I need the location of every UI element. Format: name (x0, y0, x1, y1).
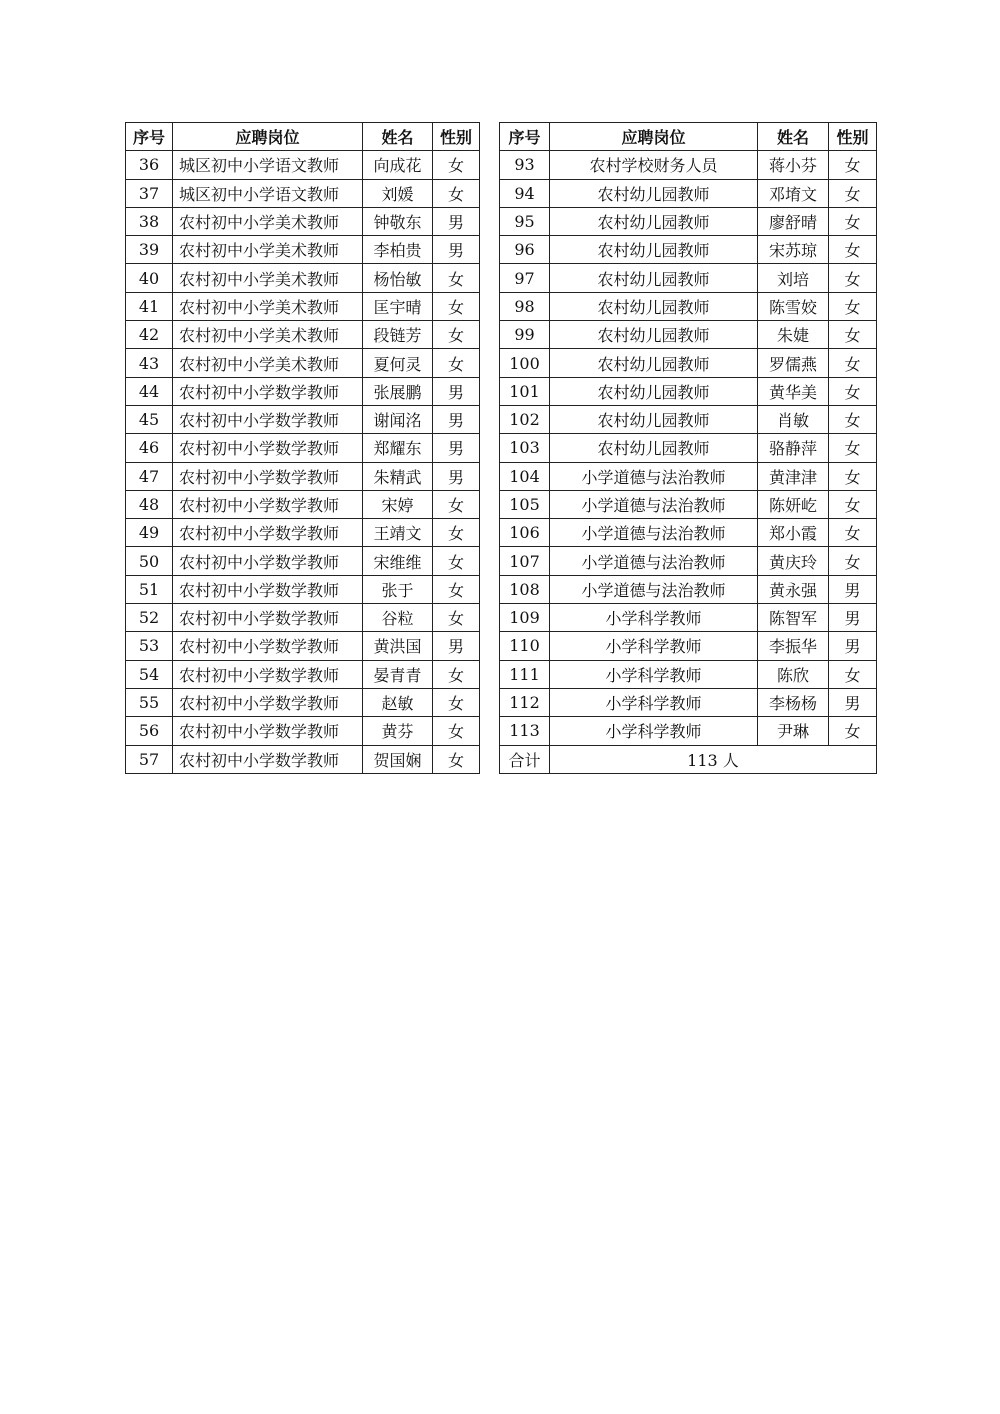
gender-cell: 男 (433, 462, 480, 490)
table-row (126, 151, 877, 179)
seq-cell: 46 (126, 434, 173, 462)
name-cell: 贺国娴 (363, 745, 433, 773)
gender-cell: 女 (829, 349, 877, 377)
gender-cell: 女 (829, 490, 877, 518)
post-cell: 城区初中小学语文教师 (173, 151, 363, 179)
post-cell: 农村初中小学美术教师 (173, 321, 363, 349)
post-cell: 农村幼儿园教师 (550, 264, 758, 292)
column-gap (480, 151, 500, 179)
gender-cell: 女 (433, 151, 480, 179)
table-row (126, 405, 877, 433)
header-post-left: 应聘岗位 (173, 123, 363, 151)
post-cell: 农村幼儿园教师 (550, 292, 758, 320)
header-row (126, 123, 877, 151)
post-cell: 农村初中小学数学教师 (173, 434, 363, 462)
post-cell: 农村初中小学数学教师 (173, 745, 363, 773)
table-row (126, 717, 877, 745)
header-gender-left: 性别 (433, 123, 480, 151)
name-cell: 赵敏 (363, 688, 433, 716)
name-cell: 段链芳 (363, 321, 433, 349)
name-cell: 陈雪姣 (758, 292, 829, 320)
seq-cell: 51 (126, 575, 173, 603)
name-cell: 罗儒燕 (758, 349, 829, 377)
post-cell: 农村初中小学数学教师 (173, 519, 363, 547)
seq-cell: 108 (500, 575, 550, 603)
gender-cell: 女 (829, 405, 877, 433)
seq-cell: 101 (500, 377, 550, 405)
post-cell: 农村初中小学数学教师 (173, 405, 363, 433)
post-cell: 小学科学教师 (550, 604, 758, 632)
column-gap (480, 604, 500, 632)
gender-cell: 男 (433, 236, 480, 264)
post-cell: 农村初中小学美术教师 (173, 207, 363, 235)
post-cell: 农村初中小学数学教师 (173, 490, 363, 518)
gender-cell: 女 (433, 717, 480, 745)
seq-cell: 47 (126, 462, 173, 490)
name-cell: 黄洪国 (363, 632, 433, 660)
table-row (126, 519, 877, 547)
post-cell: 城区初中小学语文教师 (173, 179, 363, 207)
gender-cell: 女 (433, 745, 480, 773)
column-gap (480, 179, 500, 207)
column-gap (480, 745, 500, 773)
seq-cell: 113 (500, 717, 550, 745)
seq-cell: 45 (126, 405, 173, 433)
gender-cell: 女 (829, 434, 877, 462)
gender-cell: 女 (829, 519, 877, 547)
seq-cell: 37 (126, 179, 173, 207)
name-cell: 夏何灵 (363, 349, 433, 377)
name-cell: 张展鹏 (363, 377, 433, 405)
post-cell: 农村初中小学数学教师 (173, 717, 363, 745)
gender-cell: 男 (829, 604, 877, 632)
column-gap (480, 717, 500, 745)
gender-cell: 女 (829, 207, 877, 235)
post-cell: 农村幼儿园教师 (550, 207, 758, 235)
seq-cell: 110 (500, 632, 550, 660)
name-cell: 郑小霞 (758, 519, 829, 547)
column-gap (480, 462, 500, 490)
name-cell: 谢闻洺 (363, 405, 433, 433)
post-cell: 农村幼儿园教师 (550, 377, 758, 405)
post-cell: 农村初中小学数学教师 (173, 632, 363, 660)
gender-cell: 女 (433, 349, 480, 377)
name-cell: 廖舒晴 (758, 207, 829, 235)
gender-cell: 女 (433, 575, 480, 603)
seq-cell: 99 (500, 321, 550, 349)
table-row (126, 349, 877, 377)
header-post-right: 应聘岗位 (550, 123, 758, 151)
post-cell: 农村幼儿园教师 (550, 236, 758, 264)
gender-cell: 男 (829, 575, 877, 603)
seq-cell: 111 (500, 660, 550, 688)
post-cell: 农村幼儿园教师 (550, 405, 758, 433)
gender-cell: 女 (829, 151, 877, 179)
gender-cell: 女 (829, 547, 877, 575)
table-row (126, 688, 877, 716)
column-gap (480, 519, 500, 547)
post-cell: 农村初中小学数学教师 (173, 660, 363, 688)
seq-cell: 52 (126, 604, 173, 632)
seq-cell: 97 (500, 264, 550, 292)
header-seq-right: 序号 (500, 123, 550, 151)
seq-cell: 55 (126, 688, 173, 716)
name-cell: 宋维维 (363, 547, 433, 575)
post-cell: 小学科学教师 (550, 717, 758, 745)
header-gender-right: 性别 (829, 123, 877, 151)
name-cell: 黄芬 (363, 717, 433, 745)
seq-cell: 48 (126, 490, 173, 518)
column-gap (480, 236, 500, 264)
table-row (126, 660, 877, 688)
seq-cell: 36 (126, 151, 173, 179)
seq-cell: 103 (500, 434, 550, 462)
name-cell: 杨怡敏 (363, 264, 433, 292)
gender-cell: 男 (433, 405, 480, 433)
column-gap (480, 321, 500, 349)
header-name-right: 姓名 (758, 123, 829, 151)
gender-cell: 男 (433, 377, 480, 405)
column-gap (480, 660, 500, 688)
post-cell: 农村幼儿园教师 (550, 349, 758, 377)
post-cell: 小学道德与法治教师 (550, 547, 758, 575)
seq-cell: 96 (500, 236, 550, 264)
table-row (126, 321, 877, 349)
seq-cell: 49 (126, 519, 173, 547)
table-row (126, 207, 877, 235)
seq-cell: 109 (500, 604, 550, 632)
post-cell: 农村初中小学美术教师 (173, 264, 363, 292)
post-cell: 农村初中小学数学教师 (173, 377, 363, 405)
table-row (126, 434, 877, 462)
gender-cell: 女 (433, 292, 480, 320)
table-row (126, 236, 877, 264)
name-cell: 晏青青 (363, 660, 433, 688)
gender-cell: 女 (829, 292, 877, 320)
gender-cell: 女 (829, 377, 877, 405)
table-row (126, 547, 877, 575)
gender-cell: 男 (433, 632, 480, 660)
name-cell: 宋婷 (363, 490, 433, 518)
table-row (126, 632, 877, 660)
post-cell: 农村幼儿园教师 (550, 321, 758, 349)
column-gap (480, 264, 500, 292)
name-cell: 尹琳 (758, 717, 829, 745)
seq-cell: 40 (126, 264, 173, 292)
seq-cell: 104 (500, 462, 550, 490)
post-cell: 小学科学教师 (550, 660, 758, 688)
name-cell: 刘培 (758, 264, 829, 292)
column-gap (480, 377, 500, 405)
post-cell: 农村初中小学数学教师 (173, 547, 363, 575)
seq-cell: 39 (126, 236, 173, 264)
seq-cell: 54 (126, 660, 173, 688)
column-gap (480, 123, 500, 151)
name-cell: 黄华美 (758, 377, 829, 405)
name-cell: 王靖文 (363, 519, 433, 547)
name-cell: 肖敏 (758, 405, 829, 433)
gender-cell: 女 (829, 321, 877, 349)
name-cell: 黄永强 (758, 575, 829, 603)
name-cell: 李杨杨 (758, 688, 829, 716)
gender-cell: 女 (433, 688, 480, 716)
name-cell: 蒋小芬 (758, 151, 829, 179)
name-cell: 宋苏琼 (758, 236, 829, 264)
seq-cell: 95 (500, 207, 550, 235)
column-gap (480, 688, 500, 716)
post-cell: 小学道德与法治教师 (550, 519, 758, 547)
gender-cell: 女 (829, 264, 877, 292)
seq-cell: 56 (126, 717, 173, 745)
name-cell: 黄庆玲 (758, 547, 829, 575)
post-cell: 小学科学教师 (550, 632, 758, 660)
name-cell: 刘媛 (363, 179, 433, 207)
column-gap (480, 490, 500, 518)
seq-cell: 53 (126, 632, 173, 660)
seq-cell: 41 (126, 292, 173, 320)
post-cell: 农村学校财务人员 (550, 151, 758, 179)
gender-cell: 女 (433, 604, 480, 632)
gender-cell: 女 (829, 236, 877, 264)
name-cell: 向成花 (363, 151, 433, 179)
gender-cell: 女 (433, 321, 480, 349)
header-name-left: 姓名 (363, 123, 433, 151)
table-row (126, 575, 877, 603)
gender-cell: 男 (829, 632, 877, 660)
post-cell: 农村幼儿园教师 (550, 434, 758, 462)
name-cell: 陈智军 (758, 604, 829, 632)
name-cell: 朱婕 (758, 321, 829, 349)
gender-cell: 男 (433, 434, 480, 462)
seq-cell: 112 (500, 688, 550, 716)
gender-cell: 女 (433, 264, 480, 292)
gender-cell: 女 (433, 519, 480, 547)
post-cell: 农村幼儿园教师 (550, 179, 758, 207)
post-cell: 小学科学教师 (550, 688, 758, 716)
total-label: 合计 (500, 745, 550, 773)
name-cell: 张于 (363, 575, 433, 603)
name-cell: 陈妍屹 (758, 490, 829, 518)
table-row (126, 179, 877, 207)
table-row (126, 745, 877, 773)
name-cell: 骆静萍 (758, 434, 829, 462)
seq-cell: 57 (126, 745, 173, 773)
seq-cell: 100 (500, 349, 550, 377)
gender-cell: 女 (829, 462, 877, 490)
seq-cell: 107 (500, 547, 550, 575)
column-gap (480, 632, 500, 660)
post-cell: 小学道德与法治教师 (550, 490, 758, 518)
post-cell: 农村初中小学美术教师 (173, 292, 363, 320)
seq-cell: 38 (126, 207, 173, 235)
name-cell: 黄津津 (758, 462, 829, 490)
post-cell: 农村初中小学数学教师 (173, 575, 363, 603)
post-cell: 小学道德与法治教师 (550, 575, 758, 603)
gender-cell: 女 (433, 547, 480, 575)
name-cell: 朱精武 (363, 462, 433, 490)
seq-cell: 102 (500, 405, 550, 433)
gender-cell: 女 (433, 490, 480, 518)
post-cell: 农村初中小学美术教师 (173, 236, 363, 264)
gender-cell: 女 (829, 660, 877, 688)
seq-cell: 98 (500, 292, 550, 320)
gender-cell: 女 (829, 179, 877, 207)
name-cell: 李振华 (758, 632, 829, 660)
name-cell: 钟敬东 (363, 207, 433, 235)
gender-cell: 男 (829, 688, 877, 716)
column-gap (480, 547, 500, 575)
gender-cell: 女 (433, 179, 480, 207)
post-cell: 农村初中小学美术教师 (173, 349, 363, 377)
recruitment-list-table (125, 122, 877, 774)
seq-cell: 42 (126, 321, 173, 349)
seq-cell: 43 (126, 349, 173, 377)
name-cell: 陈欣 (758, 660, 829, 688)
column-gap (480, 207, 500, 235)
gender-cell: 男 (433, 207, 480, 235)
table-row (126, 462, 877, 490)
seq-cell: 105 (500, 490, 550, 518)
seq-cell: 44 (126, 377, 173, 405)
gender-cell: 女 (433, 660, 480, 688)
total-value: 113 人 (550, 745, 877, 773)
name-cell: 郑耀东 (363, 434, 433, 462)
column-gap (480, 575, 500, 603)
post-cell: 农村初中小学数学教师 (173, 604, 363, 632)
seq-cell: 93 (500, 151, 550, 179)
seq-cell: 94 (500, 179, 550, 207)
post-cell: 农村初中小学数学教师 (173, 462, 363, 490)
column-gap (480, 349, 500, 377)
gender-cell: 女 (829, 717, 877, 745)
table-row (126, 604, 877, 632)
post-cell: 农村初中小学数学教师 (173, 688, 363, 716)
table-row (126, 264, 877, 292)
name-cell: 谷粒 (363, 604, 433, 632)
table-row (126, 377, 877, 405)
column-gap (480, 405, 500, 433)
name-cell: 匡宇晴 (363, 292, 433, 320)
name-cell: 邓堉文 (758, 179, 829, 207)
table-row (126, 490, 877, 518)
post-cell: 小学道德与法治教师 (550, 462, 758, 490)
seq-cell: 50 (126, 547, 173, 575)
header-seq-left: 序号 (126, 123, 173, 151)
column-gap (480, 434, 500, 462)
name-cell: 李柏贵 (363, 236, 433, 264)
column-gap (480, 292, 500, 320)
table-row (126, 292, 877, 320)
seq-cell: 106 (500, 519, 550, 547)
